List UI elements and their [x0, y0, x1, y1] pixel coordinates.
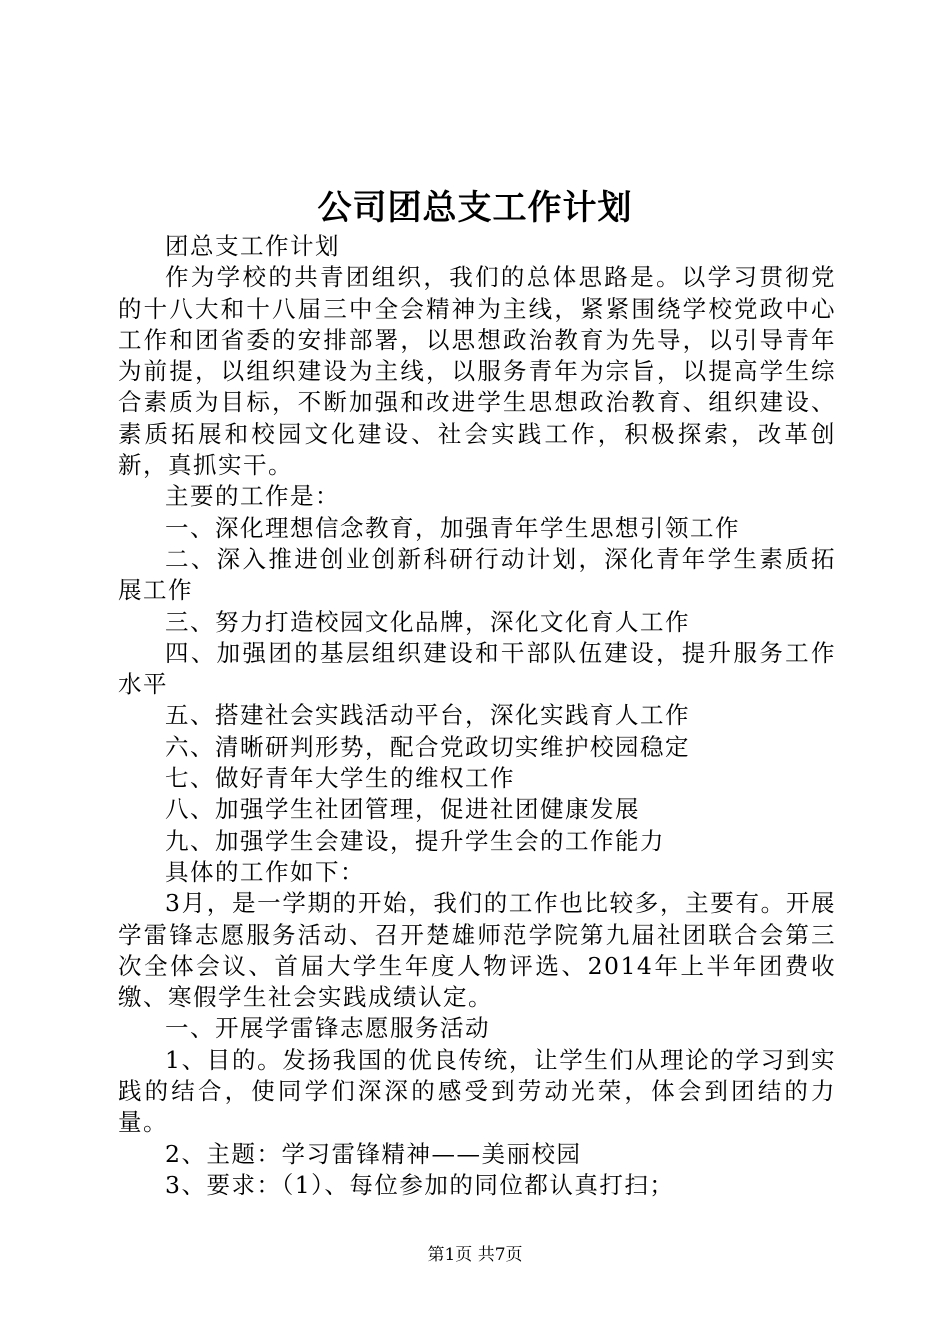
paragraph: 1、目的。发扬我国的优良传统，让学生们从理论的学习到实践的结合，使同学们深深的感受到劳动光荣，体会到团结的力量。 — [118, 1045, 836, 1137]
paragraph: 三、努力打造校园文化品牌，深化文化育人工作 — [165, 607, 690, 636]
paragraph: 一、开展学雷锋志愿服务活动 — [165, 1014, 490, 1043]
paragraph: 作为学校的共青团组织，我们的总体思路是。以学习贯彻党的十八大和十八届三中全会精神为主线，紧紧围绕学校党政中心工作和团省委的安排部署，以思想政治教育为先导，以引导青年为前提，以组织建设为主线，以服务青年为宗旨，以提高学生综合素质为目标，不断加强和改进学生思想政治教育、组织建设、素质拓展和校园文化建设、社会实践工作，积极探索，改革创新，真抓实干。 — [118, 263, 836, 480]
paragraph: 二、深入推进创业创新科研行动计划，深化青年学生素质拓展工作 — [118, 544, 836, 605]
paragraph: 六、清晰研判形势，配合党政切实维护校园稳定 — [165, 732, 690, 761]
paragraph: 九、加强学生会建设，提升学生会的工作能力 — [165, 826, 665, 855]
page-footer: 第1页 共7页 — [427, 1245, 523, 1265]
paragraph: 2、主题：学习雷锋精神——美丽校园 — [165, 1139, 582, 1168]
paragraph: 3、要求：（1）、每位参加的同位都认真打扫； — [165, 1170, 675, 1199]
paragraph: 3月，是一学期的开始，我们的工作也比较多，主要有。开展学雷锋志愿服务活动、召开楚雄师范学院第九届社团联合会第三次全体会议、首届大学生年度人物评选、2014年上半年团费收缴、寒假学生社会实践成绩认定。 — [118, 889, 836, 1012]
paragraph: 一、深化理想信念教育，加强青年学生思想引领工作 — [165, 513, 740, 542]
paragraph: 八、加强学生社团管理，促进社团健康发展 — [165, 795, 640, 824]
paragraph: 四、加强团的基层组织建设和干部队伍建设，提升服务工作水平 — [118, 638, 836, 699]
paragraph: 五、搭建社会实践活动平台，深化实践育人工作 — [165, 701, 690, 730]
document-body — [118, 231, 836, 1201]
paragraph: 主要的工作是： — [165, 482, 340, 511]
paragraph: 具体的工作如下： — [165, 857, 365, 886]
paragraph: 团总支工作计划 — [165, 232, 340, 260]
document-title: 公司团总支工作计划 — [317, 188, 633, 228]
paragraph: 七、做好青年大学生的维权工作 — [165, 764, 515, 793]
